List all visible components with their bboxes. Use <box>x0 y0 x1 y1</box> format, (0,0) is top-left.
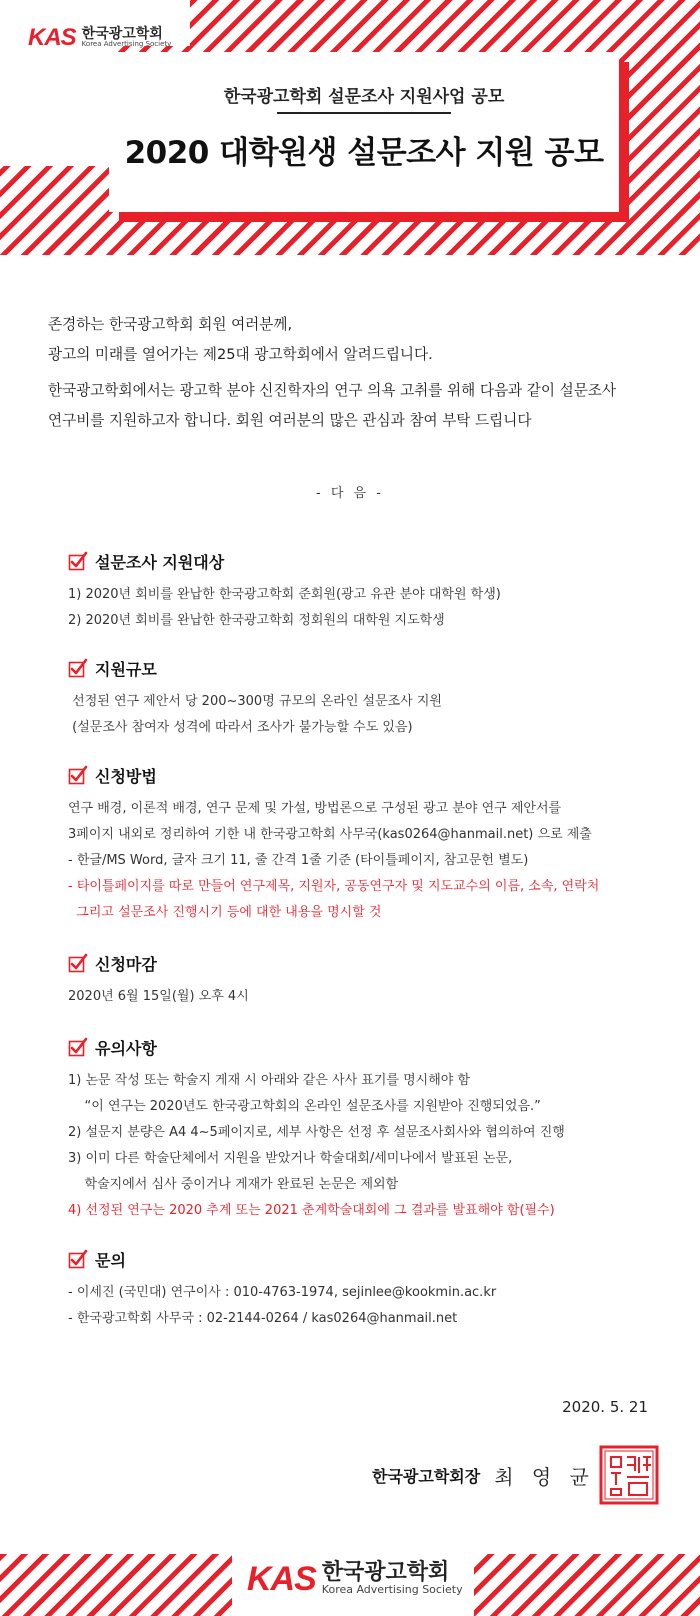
subtitle-underline <box>277 112 451 114</box>
intro-line: 연구비를 지원하고자 합니다. 회원 여러분의 많은 관심과 참여 부탁 드립니다 <box>48 412 532 429</box>
section-line-highlight: 그리고 설문조사 진행시기 등에 대한 내용을 명시할 것 <box>68 905 382 920</box>
section-title: 유의사항 <box>95 1038 157 1058</box>
section-title: 설문조사 지원대상 <box>95 552 225 572</box>
section-title: 문의 <box>95 1250 126 1270</box>
section-line: 1) 논문 작성 또는 학술지 게재 시 아래와 같은 사사 표기를 명시해야 함 <box>68 1073 470 1088</box>
footer-logo <box>247 1560 463 1599</box>
intro-line: 존경하는 한국광고학회 회원 여러분께, <box>48 316 293 333</box>
section-deadline <box>68 950 678 1010</box>
signer-title: 한국광고학회장 <box>372 1466 481 1486</box>
title-box <box>109 52 619 212</box>
page-title: 2020 대학원생 설문조사 지원 공모 <box>124 135 604 171</box>
red-checkbox-icon <box>68 551 88 571</box>
red-checkbox-icon <box>68 1249 88 1269</box>
section-scale <box>68 655 678 741</box>
section-title: 신청마감 <box>95 954 157 974</box>
section-line: - 한글/MS Word, 글자 크기 11, 줄 간격 1줄 기준 (타이틀페이지, 참고문헌 별도) <box>68 853 529 868</box>
section-line: (설문조사 참여자 성격에 따라서 조사가 불가능할 수도 있음) <box>68 720 413 735</box>
logo-mark: KAS <box>247 1560 316 1598</box>
header-left-band <box>0 46 110 166</box>
section-line: - 이세진 (국민대) 연구이사 : 010-4763-1974, sejinlee@kookmin.ac.kr <box>68 1285 497 1300</box>
section-title: 신청방법 <box>95 766 157 786</box>
logo-english: Korea Advertising Society <box>81 40 172 49</box>
section-line: 학술지에서 심사 중이거나 게재가 완료된 논문은 제외함 <box>68 1177 399 1192</box>
section-target <box>68 548 678 634</box>
logo-english: Korea Advertising Society <box>321 1583 463 1597</box>
signer-name: 최 영 균 <box>494 1464 595 1489</box>
red-checkbox-icon <box>68 1037 88 1057</box>
intro-text <box>48 310 668 436</box>
official-seal-icon <box>599 1445 659 1505</box>
section-line: 연구 배경, 이론적 배경, 연구 문제 및 가설, 방법론으로 구성된 광고 분야 연구 제안서를 <box>68 801 562 816</box>
section-line: 2020년 6월 15일(월) 오후 4시 <box>68 989 249 1004</box>
section-line: 선정된 연구 제안서 당 200~300명 규모의 온라인 설문조사 지원 <box>68 694 442 709</box>
section-line-highlight: 4) 선정된 연구는 2020 추계 또는 2021 춘계학술대회에 그 결과를 발표해야 함(필수) <box>68 1203 555 1218</box>
section-line: 1) 2020년 회비를 완납한 한국광고학회 준회원(광고 유관 분야 대학원 학생) <box>68 587 501 602</box>
logo-mark: KAS <box>28 24 76 51</box>
logo-korean: 한국광고학회 <box>81 26 163 43</box>
section-line: 3) 이미 다른 학술단체에서 지원을 받았거나 학술대회/세미나에서 발표된 논문, <box>68 1151 513 1166</box>
next-label: - 다 음 - <box>316 486 384 501</box>
intro-line: 한국광고학회에서는 광고학 분야 신진학자의 연구 의욕 고취를 위해 다음과 같이 설문조사 <box>48 382 617 399</box>
intro-line: 광고의 미래를 열어가는 제25대 광고학회에서 알려드립니다. <box>48 346 433 363</box>
red-checkbox-icon <box>68 765 88 785</box>
section-notes <box>68 1034 678 1224</box>
section-line: 2) 설문지 분량은 A4 4~5페이지로, 세부 사항은 선정 후 설문조사회사와 협의하여 진행 <box>68 1125 565 1140</box>
logo-korean: 한국광고학회 <box>321 1560 450 1586</box>
section-line: - 한국광고학회 사무국 : 02-2144-0264 / kas0264@hanmail.net <box>68 1311 458 1326</box>
issue-date: 2020. 5. 21 <box>562 1398 648 1416</box>
section-contact <box>68 1246 678 1332</box>
header-logo <box>28 24 171 52</box>
section-line-highlight: - 타이틀페이지를 따로 만들어 연구제목, 지원자, 공동연구자 및 지도교수의 이름, 소속, 연락처 <box>68 879 600 894</box>
section-title: 지원규모 <box>95 659 157 679</box>
section-line: 2) 2020년 회비를 완납한 한국광고학회 정회원의 대학원 지도학생 <box>68 613 445 628</box>
signature-row <box>372 1442 659 1508</box>
section-line: 3페이지 내외로 정리하여 기한 내 한국광고학회 사무국(kas0264@hanmail.net) 으로 제출 <box>68 827 592 842</box>
red-checkbox-icon <box>68 658 88 678</box>
section-line: “이 연구는 2020년도 한국광고학회의 온라인 설문조사를 지원받아 진행되었음.” <box>68 1099 541 1114</box>
page-subtitle: 한국광고학회 설문조사 지원사업 공모 <box>223 87 505 107</box>
section-method <box>68 762 678 926</box>
red-checkbox-icon <box>68 953 88 973</box>
